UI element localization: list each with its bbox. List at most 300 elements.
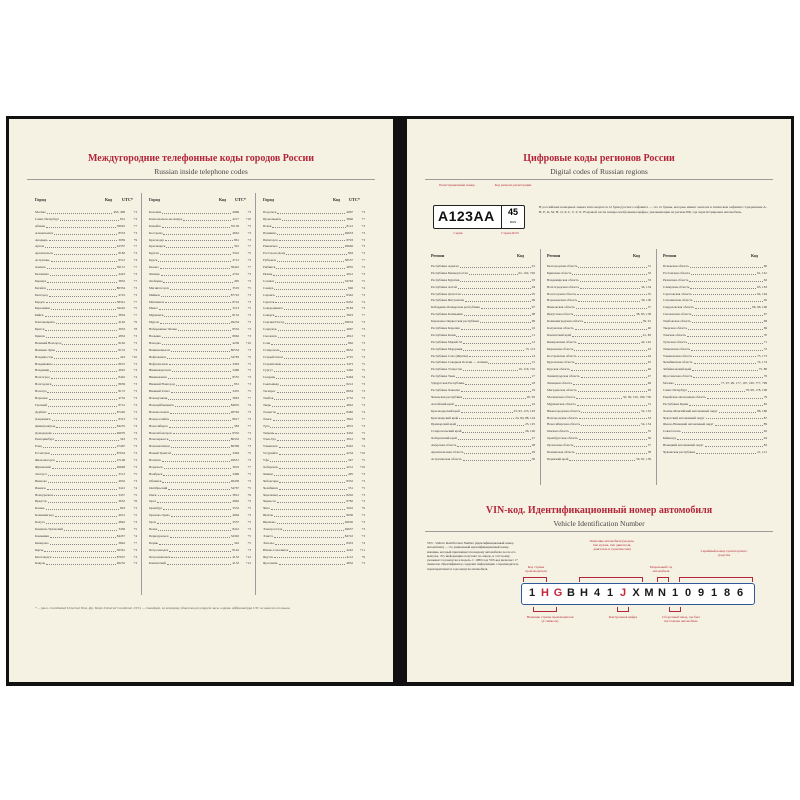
leader-dots	[55, 436, 119, 441]
leader-dots	[54, 354, 119, 359]
table-row	[663, 325, 767, 332]
row-code: 30	[531, 456, 535, 461]
leader-dots	[276, 292, 346, 297]
leader-dots	[576, 394, 622, 399]
row-name: Тамбовская область	[663, 319, 691, 324]
row-code: 8342	[346, 292, 353, 297]
row-name: Майкоп	[149, 292, 161, 297]
row-name: Коломна	[149, 210, 162, 214]
row-name: Вологодская область	[547, 291, 577, 296]
row-name: Ханты-Мансийский автономный округ	[663, 408, 718, 413]
vin-subtitle: Vehicle Identification Number	[553, 519, 645, 528]
table-row	[149, 264, 251, 271]
leader-dots	[692, 311, 762, 316]
row-code: 846	[348, 285, 353, 290]
row-name: Псковская область	[663, 264, 690, 268]
table-row	[149, 381, 251, 388]
row-name: Кемерово	[35, 540, 49, 545]
row-name: Омск	[149, 492, 157, 497]
row-code: 8162	[118, 340, 125, 345]
table-row	[35, 374, 137, 381]
row-code: 3494	[232, 451, 239, 456]
row-name: Ачинск	[35, 265, 46, 270]
row-code: 3532	[232, 506, 239, 511]
row-name: Нижний Тагил	[149, 389, 170, 394]
region-codes-column-2	[547, 263, 651, 463]
table-row	[547, 339, 651, 346]
table-row	[431, 421, 535, 428]
row-code: 38341	[116, 299, 125, 304]
table-row	[149, 485, 251, 492]
row-utc: +3	[133, 340, 137, 345]
leader-dots	[578, 263, 646, 268]
row-name: Великие Луки	[35, 347, 55, 352]
row-code: 13, 113	[525, 346, 535, 351]
row-code: 36561	[116, 547, 125, 552]
row-code: 83	[763, 443, 767, 448]
row-utc: +9	[361, 506, 365, 511]
row-utc: +4	[133, 485, 137, 490]
row-name: Рубцовск	[263, 258, 277, 263]
row-utc: +3	[361, 327, 365, 332]
row-name: Каменск-Уральский	[35, 526, 64, 531]
row-utc: +7	[247, 265, 251, 270]
row-code: 23, 93, 123, 193	[513, 408, 535, 413]
row-name: Ивановская область	[547, 305, 575, 310]
row-name: Ямало-Ненецкий автономный округ	[663, 422, 714, 427]
vin-character: 8	[723, 587, 731, 599]
row-utc: +3	[133, 382, 137, 387]
row-code: 15	[531, 360, 535, 365]
row-code: 47	[647, 374, 651, 379]
table-row	[263, 533, 365, 540]
leader-dots	[162, 209, 231, 214]
row-code: 4112	[346, 554, 353, 559]
vin-character: 6	[736, 587, 744, 599]
leader-dots	[284, 305, 346, 310]
vin-code-box	[521, 583, 755, 605]
row-name: Нальчик	[149, 334, 161, 339]
table-row	[547, 284, 651, 291]
table-row	[663, 277, 767, 284]
row-code: 4212	[346, 464, 353, 469]
leader-dots	[682, 428, 763, 433]
row-name: Курган	[149, 251, 159, 256]
table-row	[35, 485, 137, 492]
row-code: 41, 82	[642, 332, 651, 337]
table-row	[431, 325, 535, 332]
leader-dots	[576, 449, 647, 454]
row-name: Нижневартовск	[149, 368, 171, 373]
row-utc: +3	[247, 320, 251, 325]
row-utc: +3	[247, 547, 251, 552]
leader-dots	[572, 270, 646, 275]
table-row	[263, 423, 365, 430]
row-utc: +3	[247, 513, 251, 518]
row-code: 4812	[346, 334, 353, 339]
leader-dots	[51, 374, 118, 379]
leader-dots	[692, 366, 758, 371]
table-row	[431, 291, 535, 298]
row-code: 8464	[346, 375, 353, 380]
row-code: 831	[234, 382, 239, 387]
row-code: 861	[234, 237, 239, 242]
table-row	[431, 297, 535, 304]
table-row	[149, 354, 251, 361]
table-row	[263, 319, 365, 326]
table-row	[35, 237, 137, 244]
row-code: 84457	[116, 533, 125, 538]
row-utc: +3	[361, 347, 365, 352]
row-code: 16, 116, 716	[518, 367, 535, 372]
row-code: 10	[531, 326, 535, 331]
leader-dots	[572, 332, 642, 337]
row-name: Республика Башкортостан	[431, 270, 468, 275]
row-name: Великий Новгород	[35, 340, 62, 345]
leader-dots	[578, 297, 640, 302]
row-name: Екатеринбург	[35, 437, 55, 442]
leader-dots	[48, 498, 118, 503]
row-name: Рыбинск	[263, 265, 276, 270]
row-code: 4966	[232, 210, 239, 214]
row-code: 3463	[232, 361, 239, 366]
leader-dots	[60, 216, 119, 221]
row-name: Нижегородская область	[547, 408, 581, 413]
row-name: Республика Мордовия	[431, 346, 463, 351]
row-name: Нижнекамск	[149, 375, 167, 380]
row-name: Ульяновская область	[663, 353, 693, 358]
leader-dots	[47, 485, 118, 490]
leader-dots	[693, 353, 756, 358]
table-row	[431, 263, 535, 270]
leader-dots	[273, 416, 346, 421]
leader-dots	[707, 394, 763, 399]
row-code: 4872	[346, 423, 353, 428]
row-name: Астраханская область	[431, 456, 462, 461]
row-code: 49679	[116, 430, 125, 435]
row-name: Мурманск	[149, 313, 164, 318]
leader-dots	[464, 449, 530, 454]
leader-dots	[275, 312, 345, 317]
row-name: Альметьевск	[35, 230, 54, 235]
table-row	[263, 326, 365, 333]
leader-dots	[706, 415, 763, 420]
row-name: Ростов-на-Дону	[263, 251, 286, 256]
table-row	[149, 512, 251, 519]
table-row	[663, 270, 767, 277]
row-utc: +3	[133, 402, 137, 407]
row-code: 342	[234, 540, 239, 545]
leader-dots	[158, 526, 231, 531]
row-code: 58	[647, 450, 651, 455]
row-name: Архангельск	[35, 251, 53, 256]
column-divider	[540, 249, 541, 485]
leader-dots	[161, 292, 230, 297]
row-utc: +8	[133, 499, 137, 504]
leader-dots	[183, 216, 231, 221]
leader-dots	[170, 285, 231, 290]
leader-dots	[168, 374, 232, 379]
row-name: Волгоградская область	[547, 284, 580, 289]
row-code: 39, 91	[642, 319, 651, 324]
leader-dots	[53, 554, 116, 559]
row-name: Республика Тыва	[431, 374, 456, 379]
row-name: Санкт-Петербург	[663, 388, 688, 393]
row-name: Комсомольск-на-Амуре	[149, 216, 183, 221]
row-name: Пермский край	[547, 456, 569, 461]
column-divider	[656, 249, 657, 485]
leader-dots	[575, 359, 646, 364]
row-code: 32	[647, 270, 651, 275]
row-code: 4725	[346, 354, 353, 359]
row-name: Курск	[149, 258, 158, 263]
row-utc: +7	[247, 423, 251, 428]
leader-dots	[579, 435, 647, 440]
row-code: 69	[763, 326, 767, 331]
row-name: Братск	[35, 327, 45, 332]
divider	[425, 179, 773, 180]
row-code: 8442	[118, 375, 125, 380]
leader-dots	[54, 250, 118, 255]
table-row	[263, 305, 365, 312]
row-name: Республика Коми	[431, 332, 456, 337]
row-code: 60	[763, 264, 767, 268]
row-code: 8152	[232, 313, 239, 318]
leader-dots	[49, 237, 118, 242]
table-row	[35, 540, 137, 547]
leader-dots	[46, 333, 118, 338]
row-name: Орловская область	[547, 443, 574, 448]
row-name: Ярославская область	[663, 374, 693, 379]
table-row	[663, 311, 767, 318]
leader-dots	[689, 277, 762, 282]
row-name: Пятигорск	[263, 237, 278, 242]
table-row	[263, 209, 365, 216]
row-code: 4822	[346, 402, 353, 407]
leader-dots	[463, 339, 531, 344]
row-code: 92	[763, 429, 767, 434]
row-name: Чукотский автономный округ	[663, 415, 705, 420]
table-row	[431, 304, 535, 311]
table-row	[547, 318, 651, 325]
row-code: 67	[763, 312, 767, 317]
row-code: 86354	[116, 285, 125, 290]
row-code: 26, 126	[525, 429, 535, 434]
vin-character: 1	[671, 587, 679, 599]
row-code: 34783	[230, 354, 239, 359]
row-code: 4852	[346, 561, 353, 566]
row-utc: +4	[133, 533, 137, 538]
row-code: 87934	[116, 451, 125, 456]
leader-dots	[52, 381, 117, 386]
leader-dots	[162, 340, 232, 345]
leader-dots	[169, 423, 233, 428]
row-code: 495	[348, 471, 353, 476]
row-utc: +3	[247, 237, 251, 242]
table-row	[149, 450, 251, 457]
row-name: Ростовская область	[663, 270, 691, 275]
row-name: Республика Крым	[663, 401, 689, 406]
row-code: 35	[647, 291, 651, 296]
row-name: Архангельская область	[431, 450, 464, 455]
row-utc: +3	[133, 216, 137, 221]
row-code: 75, 80	[758, 367, 767, 372]
row-utc: +2	[133, 513, 137, 518]
row-code: 3412	[118, 485, 125, 490]
row-code: 3466	[232, 368, 239, 373]
row-name: Махачкала	[149, 299, 165, 304]
divider	[27, 179, 375, 180]
row-name: Барнаул	[35, 278, 47, 283]
leader-dots	[463, 394, 525, 399]
leader-dots	[581, 373, 647, 378]
row-code: 3919	[232, 464, 239, 469]
table-row	[263, 230, 365, 237]
table-row	[263, 457, 365, 464]
leader-dots	[47, 388, 117, 393]
row-name: Новороссийск	[149, 416, 170, 421]
row-name: Балашиха	[35, 272, 49, 277]
row-code: 87937	[116, 554, 125, 559]
row-name: Миасс	[149, 306, 159, 311]
row-name: Кабардино-Балкарская республика	[431, 305, 480, 310]
table-row	[431, 449, 535, 456]
table-row	[149, 540, 251, 547]
table-row	[263, 450, 365, 457]
row-name: Муром	[149, 320, 159, 325]
table-row	[35, 554, 137, 561]
table-row	[35, 278, 137, 285]
row-code: 4942	[232, 230, 239, 235]
table-row	[35, 292, 137, 299]
table-row	[263, 285, 365, 292]
row-code: 4832	[118, 334, 125, 339]
leader-dots	[275, 540, 345, 545]
table-row	[149, 367, 251, 374]
leader-dots	[274, 471, 347, 476]
row-code: 3435	[232, 389, 239, 394]
leader-dots	[574, 442, 646, 447]
table-row	[149, 547, 251, 554]
header-city: Город	[149, 197, 160, 202]
row-code: 74, 174	[757, 360, 767, 365]
row-utc: +7	[133, 299, 137, 304]
leader-dots	[694, 297, 763, 302]
leader-dots	[463, 456, 531, 461]
table-row	[35, 533, 137, 540]
row-code: 46	[647, 367, 651, 372]
row-name: Невинномысск	[149, 347, 171, 352]
row-code: 89	[763, 422, 767, 427]
city-codes-column-1	[35, 209, 137, 567]
row-utc: +5	[247, 306, 251, 311]
leader-dots	[176, 381, 233, 386]
row-code: 18	[531, 381, 535, 386]
license-plate	[433, 205, 525, 229]
leader-dots	[457, 442, 530, 447]
leader-dots	[56, 457, 116, 462]
book-spread	[6, 116, 794, 686]
row-utc: +3	[133, 361, 137, 366]
leader-dots	[163, 230, 231, 235]
table-row	[663, 394, 767, 401]
table-row	[263, 505, 365, 512]
table-row	[263, 223, 365, 230]
leader-dots	[691, 270, 756, 275]
vin-label-model-year: Модельный год автомобиля	[649, 565, 673, 573]
row-code: 09	[531, 319, 535, 324]
reg-code-label: Код региона регистрации	[494, 183, 532, 187]
row-code: 8202	[346, 492, 353, 497]
row-utc: +7	[361, 313, 365, 318]
row-code: 52, 152	[641, 408, 651, 413]
table-row	[663, 373, 767, 380]
row-utc: +6	[247, 492, 251, 497]
leader-dots	[456, 373, 531, 378]
table-row	[149, 492, 251, 499]
table-row	[149, 443, 251, 450]
leader-dots	[168, 395, 231, 400]
row-utc: +3	[133, 451, 137, 456]
leader-dots	[578, 387, 647, 392]
table-row	[547, 449, 651, 456]
row-code: 70	[763, 332, 767, 337]
leader-dots	[172, 450, 231, 455]
row-name: Байконур	[663, 436, 677, 441]
row-code: 59, 81, 159	[636, 456, 651, 461]
vin-character: G	[553, 587, 563, 599]
leader-dots	[158, 492, 232, 497]
row-code: 4722	[118, 292, 125, 297]
row-utc: +3	[133, 506, 137, 511]
row-name: Владимир	[35, 368, 50, 373]
table-row	[35, 347, 137, 354]
row-code: 49234	[230, 320, 239, 325]
row-utc: +3	[247, 230, 251, 235]
row-utc: +3	[361, 251, 365, 256]
row-utc: +3	[361, 244, 365, 249]
table-row	[431, 277, 535, 284]
table-row	[149, 257, 251, 264]
row-code: 47467	[116, 444, 125, 449]
leader-dots	[278, 333, 346, 338]
leader-dots	[279, 237, 346, 242]
table-row	[431, 359, 535, 366]
table-row	[35, 209, 137, 216]
row-name: Москва	[35, 210, 46, 214]
row-utc: +3	[361, 210, 365, 214]
row-code: 49653	[344, 230, 353, 235]
row-name: Элиста	[263, 533, 273, 538]
leader-dots	[165, 299, 231, 304]
row-name: Камчатский	[149, 561, 166, 566]
leader-dots	[577, 401, 647, 406]
row-name: Сочи	[263, 340, 271, 345]
row-code: 8636	[346, 513, 353, 518]
row-code: 55	[647, 429, 651, 434]
row-utc: +3	[133, 334, 137, 339]
table-row	[35, 257, 137, 264]
row-name: Химки	[263, 471, 273, 476]
leader-dots	[715, 421, 763, 426]
leader-dots	[48, 409, 116, 414]
leader-dots	[289, 547, 345, 552]
leader-dots	[463, 346, 524, 351]
table-row	[547, 415, 651, 422]
leader-dots	[277, 436, 345, 441]
table-row	[663, 304, 767, 311]
row-code: 8672	[118, 361, 125, 366]
